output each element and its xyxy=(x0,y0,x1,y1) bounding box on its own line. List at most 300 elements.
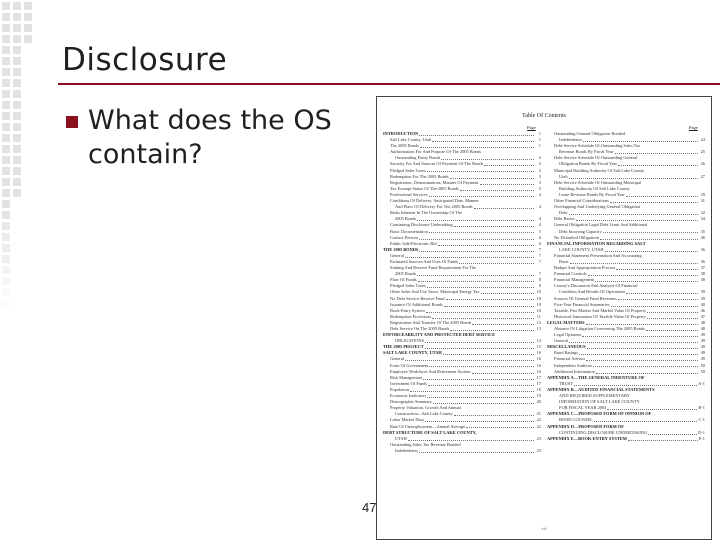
toc-leader-dots xyxy=(429,196,534,197)
toc-entry-text: AND REQUIRED SUPPLEMENTARY xyxy=(559,393,630,399)
toc-entry-page: E-1 xyxy=(698,435,705,441)
toc-leader-dots xyxy=(419,452,534,453)
toc-entry-text: Registration And Transfer Of The 2005 Bonds xyxy=(390,319,472,325)
toc-entry-text: Tax Exempt Status Of The 2005 Bonds xyxy=(390,185,459,191)
toc-leader-dots xyxy=(595,281,698,282)
toc-leader-dots xyxy=(441,159,534,160)
toc-entry-page: A-1 xyxy=(698,380,705,386)
toc-entry-page: 25 xyxy=(700,149,705,155)
toc-entry-text: Debt xyxy=(559,210,568,216)
decorative-square xyxy=(2,123,10,131)
toc-leader-dots xyxy=(628,440,698,441)
toc-entry-page: 16 xyxy=(536,356,541,362)
decorative-square xyxy=(24,35,32,43)
bullet-square-icon xyxy=(66,116,78,128)
toc-entry-text: General xyxy=(390,356,404,362)
toc-entry-text: Condition And Results Of Operations xyxy=(559,289,626,295)
toc-entry-text: Rate Of Unemployment—Annual Average xyxy=(390,423,465,429)
toc-entry-text: Financial Management xyxy=(554,277,595,283)
toc-entry-text: Financial Advisor xyxy=(554,356,586,362)
toc-leader-dots xyxy=(443,354,534,355)
toc-leader-dots xyxy=(582,336,698,337)
decorative-square xyxy=(2,24,10,32)
toc-leader-dots xyxy=(433,403,534,404)
decorative-square xyxy=(2,178,10,186)
toc-leader-dots xyxy=(618,165,698,166)
toc-entry-text: FINANCIAL INFORMATION REGARDING SALT xyxy=(547,240,646,246)
toc-leader-dots xyxy=(454,226,534,227)
toc-entry-page: 20 xyxy=(536,399,541,405)
toc-entry-text: Salt Lake County, Utah xyxy=(390,137,432,143)
toc-entry-text: Lease Revenue Bonds By Fiscal Year xyxy=(559,191,625,197)
toc-entry-text: UTAH xyxy=(395,435,407,441)
toc-leader-dots xyxy=(417,275,534,276)
toc-entry-page: 29 xyxy=(700,191,705,197)
decorative-square xyxy=(2,90,10,98)
toc-entry-text: FOR FISCAL YEAR 2003 xyxy=(559,405,607,411)
decorative-square xyxy=(2,112,10,120)
toc-entry-text: Debt Service Schedule Of Outstanding General xyxy=(554,155,638,161)
toc-leader-dots xyxy=(583,141,698,142)
toc-entry-page: 23 xyxy=(536,435,541,441)
decorative-square xyxy=(2,200,10,208)
toc-entry-page: 24 xyxy=(700,137,705,143)
toc-entry-text: Five-Year Financial Summaries xyxy=(554,301,610,307)
decorative-square xyxy=(2,222,10,230)
decorative-square xyxy=(2,211,10,219)
decorative-square xyxy=(2,266,10,274)
decorative-square xyxy=(2,13,10,21)
toc-entry-page: 4 xyxy=(538,191,541,197)
toc-entry-page: 19 xyxy=(536,393,541,399)
toc-entry-text: Revenue Bonds By Fiscal Year xyxy=(559,149,614,155)
title-underline xyxy=(58,83,720,85)
toc-entry-page: 26 xyxy=(700,161,705,167)
toc-entry-text: Building Authority Of Salt Lake County xyxy=(559,185,630,191)
toc-entry-text: Financial Statement Presentation And Accounting xyxy=(554,252,642,258)
toc-entry-page: 47 xyxy=(700,313,705,319)
decorative-square xyxy=(2,46,10,54)
toc-entry-text: Redemption For The 2005 Bonds xyxy=(390,173,449,179)
toc-leader-dots xyxy=(647,318,698,319)
toc-entry-page: 10 xyxy=(536,301,541,307)
toc-entry-page: 7 xyxy=(538,246,541,252)
toc-leader-dots xyxy=(427,171,534,172)
toc-leader-dots xyxy=(596,373,698,374)
toc-entry-page: 3 xyxy=(538,185,541,191)
toc-entry-page: 50 xyxy=(700,368,705,374)
toc-leader-dots xyxy=(587,348,698,349)
toc-entry-text: Security For And Sources Of Payment Of The Bonds xyxy=(390,161,484,167)
decorative-square xyxy=(2,79,10,87)
toc-leader-dots xyxy=(417,220,534,221)
decorative-square xyxy=(24,13,32,21)
decorative-square xyxy=(13,134,21,142)
toc-entry-text: Debt Ratios xyxy=(554,216,575,222)
toc-entry-page: 8 xyxy=(538,277,541,283)
toc-entry-text: Book-Entry System xyxy=(390,307,425,313)
toc-entry-text: APPENDIX B—AUDITED FINANCIAL STATEMENTS xyxy=(547,386,655,392)
toc-leader-dots xyxy=(569,342,698,343)
decorative-square xyxy=(13,57,21,65)
toc-entry-page: 16 xyxy=(536,368,541,374)
toc-leader-dots xyxy=(600,239,698,240)
toc-entry-text: Bond Ratings xyxy=(554,350,579,356)
toc-entry-text: Debt Service Schedule Of Outstanding Municipal xyxy=(554,179,642,185)
toc-entry-page: 1 xyxy=(538,131,541,136)
toc-leader-dots xyxy=(405,257,534,258)
toc-entry-page: 23 xyxy=(536,447,541,453)
decorative-square xyxy=(13,90,21,98)
toc-leader-dots xyxy=(432,141,534,142)
toc-leader-dots xyxy=(460,190,534,191)
toc-entry-text: Basic Documentation xyxy=(390,228,428,234)
toc-leader-dots xyxy=(450,178,534,179)
toc-entry-page: 34 xyxy=(700,216,705,222)
toc-entry-text: General Obligation Legal Debt Limit And Additional xyxy=(554,222,648,228)
toc-entry-text: APPENDIX A—THE GENERAL INDENTURE OF xyxy=(547,374,645,380)
toc-leader-dots xyxy=(611,306,698,307)
toc-entry-text: SALT LAKE COUNTY, UTAH xyxy=(383,350,442,356)
toc-left-column xyxy=(383,131,541,454)
toc-entry-text: Public Sale/Electronic Bid xyxy=(390,240,437,246)
toc-leader-dots xyxy=(426,312,534,313)
toc-entry-page: 8 xyxy=(538,283,541,289)
toc-entry-text: Legal Opinions xyxy=(554,332,582,338)
decorative-square xyxy=(13,167,21,175)
toc-entry-page: 10 xyxy=(536,295,541,301)
toc-leader-dots xyxy=(419,251,534,252)
toc-entry-page: 2 xyxy=(538,155,541,161)
toc-leader-dots xyxy=(610,202,698,203)
decorative-square xyxy=(2,57,10,65)
decorative-square xyxy=(13,2,21,10)
toc-entry-text: Authorization For And Purpose Of The 2005 Bonds xyxy=(390,149,482,155)
toc-entry-text: TRUST xyxy=(559,380,573,386)
decorative-square xyxy=(2,299,10,307)
decorative-square xyxy=(2,35,10,43)
toc-entry-text: Estimated Sources And Uses Of Funds xyxy=(390,258,459,264)
toc-entry-page: 32 xyxy=(700,210,705,216)
toc-leader-dots xyxy=(480,184,534,185)
decorative-square xyxy=(13,123,21,131)
decorative-square xyxy=(13,156,21,164)
toc-entry-page: 16 xyxy=(536,362,541,368)
toc-leader-dots xyxy=(586,360,698,361)
toc-entry-text: APPENDIX E—BOOK-ENTRY SYSTEM xyxy=(547,435,627,441)
toc-leader-dots xyxy=(588,275,698,276)
decorative-square xyxy=(13,13,21,21)
toc-leader-dots xyxy=(615,153,698,154)
toc-entry-text: Debt Service On The 2005 Bonds xyxy=(390,326,450,331)
toc-entry-text: Other Sales And Use Taxes; Municipal Energy Tax xyxy=(390,289,480,295)
toc-entry-text: Sinking And Reserve Fund Requirement For The xyxy=(390,265,477,271)
toc-entry-text: No Debt Service Reserve Fund xyxy=(390,295,445,301)
toc-leader-dots xyxy=(459,263,534,264)
toc-entry-text: Overlapping And Underlying General Obligation xyxy=(554,204,641,210)
toc-entry-text: Investment Of Funds xyxy=(390,380,428,386)
toc-entry-text: INFORMATION OF SALT LAKE COUNTY xyxy=(559,399,640,405)
toc-entry-text: 2005 Bonds xyxy=(395,271,417,277)
toc-leader-dots xyxy=(425,421,534,422)
decorative-square xyxy=(2,156,10,164)
toc-entry-page: D-1 xyxy=(698,429,705,435)
toc-entry-page: 1 xyxy=(538,137,541,143)
toc-leader-dots xyxy=(450,330,534,331)
toc-entry-text: Indebtedness xyxy=(395,447,418,453)
toc-entry-text: Other Financial Considerations xyxy=(554,198,609,204)
toc-entry-page: 1 xyxy=(538,143,541,149)
toc-leader-dots xyxy=(484,165,534,166)
toc-entry-text: The 2005 Bonds xyxy=(390,143,420,149)
toc-entry-page: 31 xyxy=(700,198,705,204)
decorative-square xyxy=(13,145,21,153)
toc-entry-text: THE 2005 PROJECT xyxy=(383,344,424,350)
toc-leader-dots xyxy=(418,281,534,282)
toc-entry-text: No Defaulted Obligations xyxy=(554,234,600,240)
toc-leader-dots xyxy=(410,391,534,392)
toc-entry-page: 36 xyxy=(700,258,705,264)
toc-entry-page: 36 xyxy=(700,234,705,240)
toc-entry-text: Sources Of General Fund Revenues xyxy=(554,295,617,301)
decorative-square xyxy=(2,255,10,263)
toc-entry-page: 38 xyxy=(700,277,705,283)
toc-entry-page: B-1 xyxy=(698,405,705,411)
toc-leader-dots xyxy=(603,232,698,233)
toc-leader-dots xyxy=(626,293,698,294)
toc-entry-page: 21 xyxy=(536,411,541,417)
toc-entry-text: Employee Workforce And Retirement System xyxy=(390,368,471,374)
toc-entry-text: OBLIGATIONS xyxy=(395,338,425,344)
toc-entry-page: 7 xyxy=(538,252,541,258)
toc-entry-text: Debt Incurring Capacity xyxy=(559,228,602,234)
decorative-square xyxy=(2,134,10,142)
toc-leader-dots xyxy=(576,220,698,221)
toc-entry-page: 22 xyxy=(536,423,541,429)
toc-entry-text: General xyxy=(390,252,404,258)
decorative-square xyxy=(13,46,21,54)
toc-entry-text: Contact Persons xyxy=(390,234,419,240)
toc-entry xyxy=(547,436,705,442)
toc-entry-text: Property Valuation, Growth And Annual xyxy=(390,405,461,411)
toc-entry-page: 49 xyxy=(700,344,705,350)
toc-leader-dots xyxy=(481,293,535,294)
bullet-text: What does the OS contain? xyxy=(88,105,332,170)
toc-entry-page: 22 xyxy=(536,417,541,423)
toc-entry-text: Outstanding Sales Tax Revenue Bonded xyxy=(390,441,461,447)
toc-entry-page: 4 xyxy=(538,204,541,210)
toc-entry-text: DEBT STRUCTURE OF SALT LAKE COUNTY, xyxy=(383,429,477,435)
toc-leader-dots xyxy=(444,306,534,307)
toc-entry-page: C-1 xyxy=(698,417,705,423)
toc-footer: i-ii xyxy=(541,526,547,531)
toc-leader-dots xyxy=(574,385,697,386)
toc-entry-page: 11 xyxy=(536,313,541,319)
toc-entry-page: 17 xyxy=(536,380,541,386)
toc-leader-dots xyxy=(432,318,534,319)
toc-entry-text: LAKE COUNTY, UTAH xyxy=(559,246,604,252)
toc-leader-dots xyxy=(579,354,698,355)
toc-entry-text: Municipal Building Authority Of Salt Lake County, xyxy=(554,167,645,173)
toc-entry-text: Taxable, Fair Market And Market Value Of Property xyxy=(554,307,647,313)
toc-leader-dots xyxy=(405,360,534,361)
toc-leader-dots xyxy=(570,263,698,264)
decorative-square xyxy=(13,189,21,197)
toc-entry-page: 4 xyxy=(538,222,541,228)
toc-leader-dots xyxy=(425,342,534,343)
toc-leader-dots xyxy=(419,135,534,136)
toc-leader-dots xyxy=(423,379,534,380)
toc-entry-text: Issuance Of Additional Bonds xyxy=(390,301,443,307)
toc-leader-dots xyxy=(419,239,534,240)
toc-entry-page: 48 xyxy=(700,319,705,325)
toc-entry-text: Professional Services xyxy=(390,191,428,197)
toc-entry-page: 35 xyxy=(700,228,705,234)
decorative-square xyxy=(24,2,32,10)
toc-entry-page: 50 xyxy=(700,362,705,368)
decorative-square xyxy=(2,68,10,76)
toc-leader-dots xyxy=(472,373,534,374)
toc-leader-dots xyxy=(648,434,697,435)
toc-leader-dots xyxy=(647,312,698,313)
toc-entry-page: 38 xyxy=(700,271,705,277)
toc-entry-page: 36 xyxy=(700,246,705,252)
toc-entry-text: Flow Of Funds xyxy=(390,277,417,283)
toc-entry-text: Absence Of Litigation Concerning The 2005 Bonds xyxy=(554,326,645,331)
toc-leader-dots xyxy=(420,147,534,148)
toc-leader-dots xyxy=(474,208,534,209)
toc-entry-page: 40 xyxy=(700,301,705,307)
toc-leader-dots xyxy=(438,245,534,246)
decorative-square xyxy=(2,101,10,109)
decorative-square xyxy=(24,24,32,32)
toc-entry-text: Registration, Denominations, Manner Of Payment xyxy=(390,179,479,185)
toc-entry-page: 39 xyxy=(700,289,705,295)
toc-entry-page: 16 xyxy=(536,350,541,356)
toc-entry-text: Utah xyxy=(559,173,568,179)
decorative-square xyxy=(13,112,21,120)
toc-leader-dots xyxy=(593,366,698,367)
toc-entry-page: 10 xyxy=(536,307,541,313)
toc-leader-dots xyxy=(646,330,698,331)
toc-entry-text: Outstanding Parity Bonds xyxy=(395,155,441,161)
toc-leader-dots xyxy=(569,214,698,215)
toc-entry-text: And Place Of Delivery For The 2005 Bonds xyxy=(395,204,473,210)
toc-page-header-left: Page xyxy=(527,125,536,130)
toc-leader-dots xyxy=(428,385,534,386)
toc-entry-page: 49 xyxy=(700,350,705,356)
toc-entry-text: Redemption Provisions xyxy=(390,313,432,319)
toc-entry-page: 49 xyxy=(700,356,705,362)
toc-entry-text: Pledged Sales Taxes xyxy=(390,283,426,289)
toc-leader-dots xyxy=(616,269,698,270)
toc-title: Table Of Contents xyxy=(522,113,566,119)
decorative-square xyxy=(2,233,10,241)
decorative-square xyxy=(2,277,10,285)
toc-leader-dots xyxy=(427,287,534,288)
toc-entry-page: 2 xyxy=(538,161,541,167)
toc-leader-dots xyxy=(605,251,698,252)
toc-leader-dots xyxy=(429,232,534,233)
toc-entry-text: THE 2005 BONDS xyxy=(383,246,419,252)
toc-entry-text: Construction—Salt Lake County xyxy=(395,411,453,417)
toc-entry-page: 3 xyxy=(538,179,541,185)
decorative-square xyxy=(2,2,10,10)
toc-entry-page: 2 xyxy=(538,167,541,173)
toc-entry-text: Obligation Bonds By Fiscal Year xyxy=(559,161,617,167)
toc-entry-text: Demographic Summary xyxy=(390,399,433,405)
toc-leader-dots xyxy=(594,421,698,422)
toc-entry-page: 5 xyxy=(538,228,541,234)
toc-page-header-right: Page xyxy=(689,125,698,130)
toc-leader-dots xyxy=(427,397,534,398)
toc-entry-text: Basis xyxy=(559,258,569,264)
decorative-square xyxy=(2,189,10,197)
toc-entry-text: INTRODUCTION xyxy=(383,131,419,136)
toc-entry-page: 7 xyxy=(538,258,541,264)
toc-entry-text: Risk Management xyxy=(390,374,423,380)
toc-entry-text: Budget And Appropriation Process xyxy=(554,265,616,271)
toc-leader-dots xyxy=(466,427,534,428)
toc-entry-page: 18 xyxy=(536,386,541,392)
toc-entry-page: 17 xyxy=(536,374,541,380)
decorative-square xyxy=(2,288,10,296)
toc-entry xyxy=(383,448,541,454)
toc-leader-dots xyxy=(626,196,698,197)
decorative-square xyxy=(13,35,21,43)
decorative-square xyxy=(2,145,10,153)
toc-leader-dots xyxy=(408,440,534,441)
toc-leader-dots xyxy=(618,299,698,300)
slide-title: Disclosure xyxy=(62,42,228,78)
toc-entry-text: Labor Market Data xyxy=(390,417,424,423)
toc-entry-text: Risks Inherent In The Ownership Of The xyxy=(390,210,463,216)
decorative-square xyxy=(13,24,21,32)
decorative-square xyxy=(13,178,21,186)
toc-entry-text: General xyxy=(554,338,568,344)
decorative-square xyxy=(13,101,21,109)
toc-entry-page: 39 xyxy=(700,295,705,301)
toc-entry-page: 49 xyxy=(700,338,705,344)
toc-entry-text: Independent Auditors xyxy=(554,362,592,368)
toc-entry-text: MISCELLANEOUS xyxy=(547,344,586,350)
decorative-square xyxy=(13,68,21,76)
toc-entry-text: APPENDIX D—PROPOSED FORM OF xyxy=(547,423,624,429)
toc-entry-text: Continuing Disclosure Undertaking xyxy=(390,222,453,228)
toc-entry-text: Economic Indicators xyxy=(390,393,427,399)
toc-entry-text: Debt Service Schedule Of Outstanding Sales Tax xyxy=(554,143,641,149)
toc-entry-text: Indebtedness xyxy=(559,137,582,143)
toc-entry-page: 48 xyxy=(700,326,705,331)
toc-entry-text: Historical Summaries Of Taxable Value Of Property xyxy=(554,313,646,319)
toc-leader-dots xyxy=(446,299,534,300)
toc-entry-page: 27 xyxy=(700,173,705,179)
toc-leader-dots xyxy=(429,366,534,367)
toc-entry-text: BOND COUNSEL xyxy=(559,417,593,423)
toc-entry-text: Form Of Government xyxy=(390,362,429,368)
toc-leader-dots xyxy=(472,324,534,325)
toc-entry-page: 6 xyxy=(538,234,541,240)
toc-entry-page: 15 xyxy=(536,344,541,350)
toc-entry-page: 12 xyxy=(536,319,541,325)
toc-entry-page: 49 xyxy=(700,332,705,338)
decorative-square xyxy=(2,167,10,175)
toc-entry-page: 7 xyxy=(538,271,541,277)
toc-entry-page: 46 xyxy=(700,307,705,313)
toc-entry-page: 10 xyxy=(536,289,541,295)
toc-right-column xyxy=(547,131,705,442)
toc-entry-text: Population xyxy=(390,386,410,392)
